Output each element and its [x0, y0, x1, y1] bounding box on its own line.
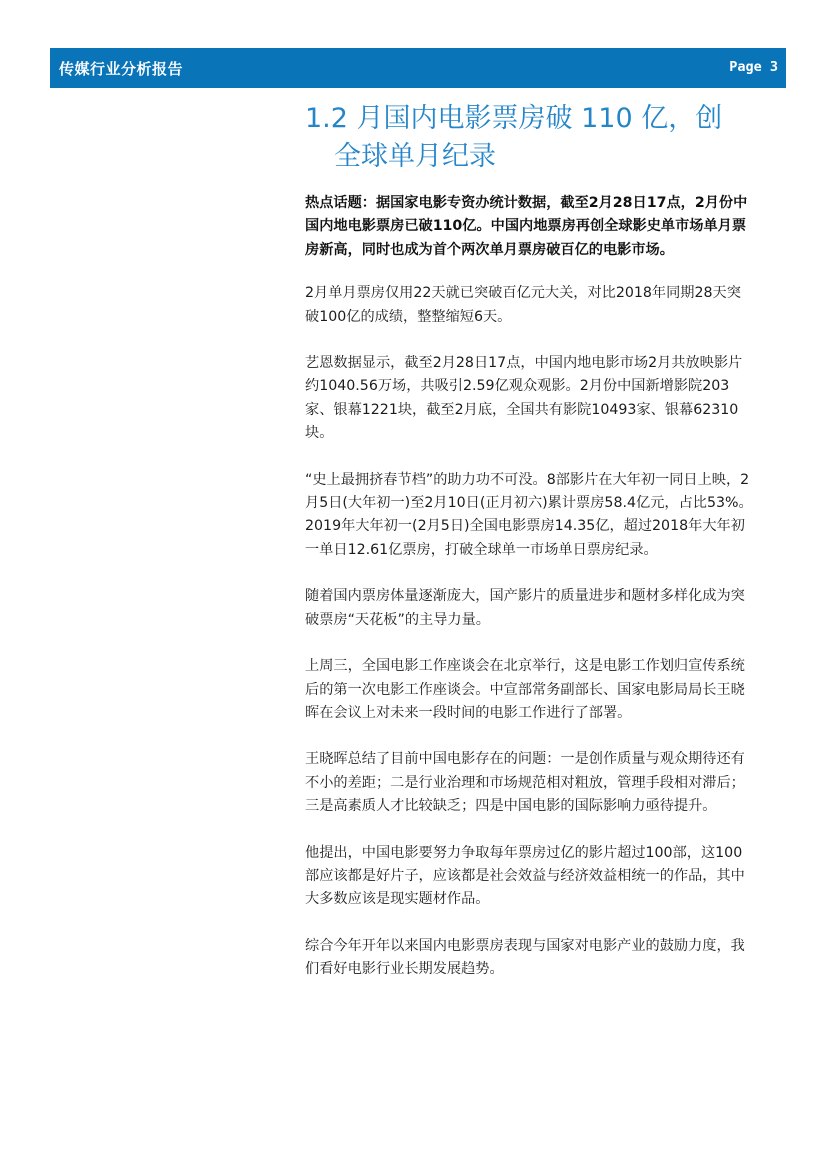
body-paragraph: 2月单月票房仅用22天就已突破百亿元大关，对比2018年同期28天突破100亿的成绩，整整缩短6天。: [305, 285, 741, 325]
section-heading-line1: 1.2 月国内电影票房破 110 亿，创: [305, 103, 723, 134]
body-paragraph: 随着国内票房体量逐渐庞大，国产影片的质量进步和题材多样化成为突破票房“天花板”的主导力量。: [305, 588, 745, 628]
section-heading-line2: 全球单月纪录: [334, 141, 496, 172]
body-paragraph: 艺恩数据显示，截至2月28日17点，中国内地电影市场2月共放映影片约1040.56万场，共吸引2.59亿观众观影。2月份中国新增影院203家、银幕1221块，截至2月底，全国共有影院10493家、银幕62310块。: [305, 355, 743, 442]
body-paragraph: 综合今年开年以来国内电影票房表现与国家对电影产业的鼓励力度，我们看好电影行业长期发展趋势。: [305, 937, 745, 978]
page-number: Page 3: [729, 59, 778, 75]
body-paragraph: 他提出，中国电影要努力争取每年票房过亿的影片超过100部，这100部应该都是好片子，应该都是社会效益与经济效益相统一的作品，其中大多数应该是现实题材作品。: [305, 844, 745, 908]
report-header-bar: [50, 48, 786, 88]
section-heading: [305, 100, 745, 176]
body-paragraph: 上周三，全国电影工作座谈会在北京举行，这是电影工作划归宣传系统后的第一次电影工作座谈会。中宣部常务副部长、国家电影局局长王晓晖在会议上对未来一段时间的电影工作进行了部署。: [305, 658, 745, 721]
body-paragraph: 王晓晖总结了目前中国电影存在的问题：一是创作质量与观众期待还有不小的差距；二是行业治理和市场规范相对粗放，管理手段相对滞后；三是高素质人才比较缺乏；四是中国电影的国际影响力亟待提升。: [305, 751, 745, 815]
article-body: [305, 192, 755, 1005]
hot-topic-paragraph: 热点话题：据国家电影专资办统计数据，截至2月28日17点，2月份中国内地电影票房已破110亿。中国内地票房再创全球影史单市场单月票房新高，同时也成为首个两次单月票房破百亿的电影市场。: [305, 195, 748, 258]
report-title: 传媒行业分析报告: [59, 60, 184, 78]
body-paragraph: “史上最拥挤春节档”的助力功不可没。8部影片在大年初一同日上映，2月5日(大年初一)至2月10日(正月初六)累计票房58.4亿元，占比53%。2019年大年初一(2月5日)全国电影票房14.35亿，超过2018年大年初一单日12.61亿票房，打破全球单一市场单日票房纪录。: [305, 471, 753, 558]
